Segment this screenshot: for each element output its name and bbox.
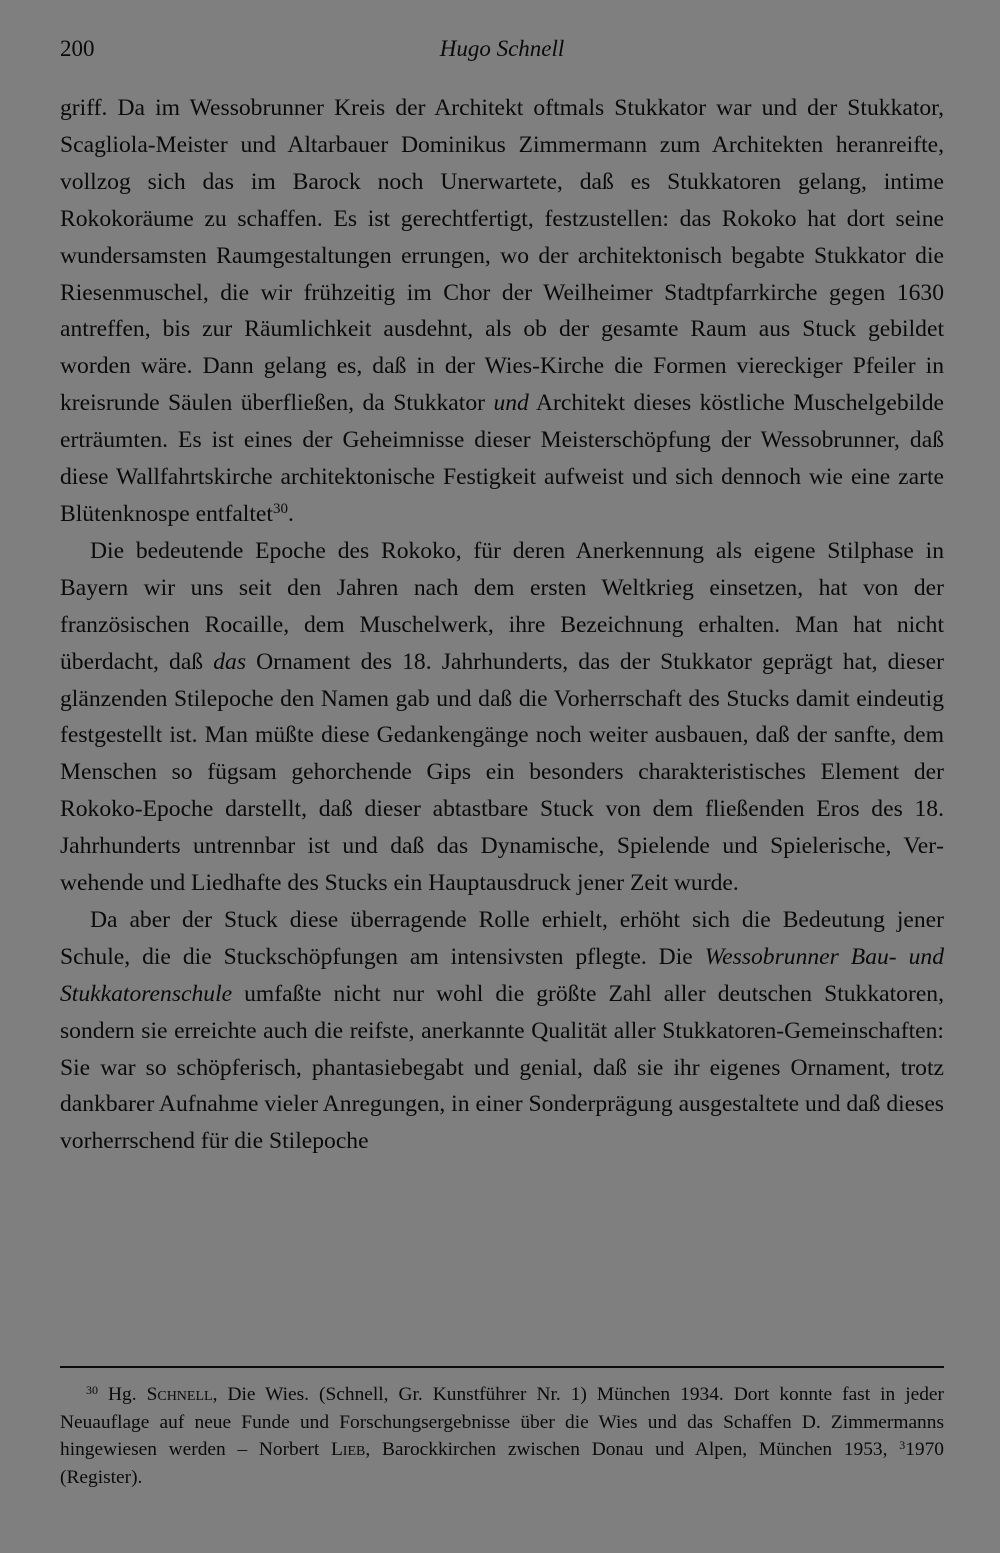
paragraph-2-text-after: Ornament des 18. Jahrhunderts, das der Stukkator geprägt hat, dieser glänzenden Stilepoche den Namen gab und daß die Vorherrschaft des Stucks damit eindeutig festgestellt ist. Man müßte diese Gedankengänge noch weiter ausbauen, daß der sanfte, dem Menschen so fügsam gehorchende Gips ein besonders charakteristisches Element der Rokoko-Epoche darstellt, daß dieser abtastbare Stuck von dem fließenden Eros des 18. Jahrhunderts untrennbar ist und daß das Dynamische, Spielende und Spielerische, Verwehende und Liedhafte des Stucks ein Hauptausdruck jener Zeit wurde. bbox=[60, 648, 945, 897]
paragraph-2-emphasis: das bbox=[213, 648, 246, 675]
footnote-text-3: , Barockkirchen zwischen Donau und Alpen, München 1953, bbox=[365, 1439, 900, 1461]
paragraph-3-text-after: umfaßte nicht nur wohl die größte Zahl aller deutschen Stukkatoren, sondern sie erreichte auch die reifste, anerkannte Qualität aller Stukkatoren-Gemeinschaften: Sie war so schöpferisch, phantasiebegabt und genial, daß sie ihr eigenes Ornament, trotz dankbarer Aufnahme vieler Anregungen, in einer Sonderprägung ausgestaltete und daß dieses vorherrschend für die Stilepoche bbox=[60, 980, 944, 1155]
footnote-edition-number: 3 bbox=[899, 1438, 906, 1453]
footnote-text-4: 1970 (Register). bbox=[60, 1439, 944, 1489]
main-text bbox=[60, 90, 944, 1160]
paragraph-3 bbox=[60, 902, 944, 1160]
footnote-author-schnell: Schnell bbox=[146, 1384, 213, 1405]
paragraph-2-text: Die bedeutende Epoche des Rokoko, für deren Anerkennung als eigene Stilphase in Bayern wir uns seit den Jahren nach dem ersten Weltkrieg einsetzen, hat von der französischen Rocaille, dem Muschelwerk, ihre Bezeichnung erhalten. Man hat nicht überdacht, daß bbox=[60, 537, 944, 675]
paragraph-3-emphasis: Wessobrunner Bau- und Stukkatorenschule bbox=[60, 943, 944, 1007]
paragraph-1-emphasis: und bbox=[493, 390, 529, 417]
paragraph-1-text-after: Architekt dieses köstliche Muschelgebilde erträumten. Es ist eines der Geheimnisse dieser Meisterschöpfung der Wessobrunner, daß diese Wallfahrtskirche architektonische Festigkeit aufweist und sich dennoch wie eine zarte Blütenknospe entfaltet bbox=[60, 390, 944, 527]
footnote-author-lieb: Lieb bbox=[330, 1439, 366, 1461]
paragraph-3-text: Da aber der Stuck diese überragende Rolle erhielt, erhöht sich die Bedeutung jener Schule, die die Stuckschöpfungen am intensivsten pflegte. Die bbox=[60, 906, 944, 970]
footnote-divider bbox=[60, 1366, 944, 1368]
footnote-30 bbox=[60, 1381, 944, 1492]
footnote-reference-30[interactable]: 30 bbox=[272, 500, 288, 517]
paragraph-1-text: griff. Da im Wessobrunner Kreis der Architekt oftmals Stukkator war und der Stukkator, Scagliola-Meister und Altarbauer Dominikus Zimmermann zum Architekten heranreifte, vollzog sich das im Barock noch Unerwartete, daß es Stukkatoren gelang, intime Rokokoräume zu schaffen. Es ist gerechtfertigt, festzustellen: das Rokoko hat dort seine wundersamsten Raumgestaltungen errungen, wo der architektonisch begabte Stukkator die Riesenmuschel, die wir frühzeitig im Chor der Weilheimer Stadtpfarrkirche gegen 1630 antreffen, bis zur Räumlichkeit ausdehnt, als ob der gesamte Raum aus Stuck gebildet worden wäre. Dann gelang es, daß in der Wies-Kirche die Formen viereckiger Pfeiler in kreisrunde Säulen überfließen, da Stukkator bbox=[60, 95, 944, 417]
running-title-author: Hugo Schnell bbox=[439, 36, 565, 61]
paragraph-1-end: . bbox=[287, 500, 294, 527]
paragraph-1 bbox=[60, 90, 944, 533]
footnotes bbox=[60, 1381, 944, 1492]
footnote-text-2: , Die Wies. (Schnell, Gr. Kunstführer Nr. 1) München 1934. Dort konnte fast in jeder Neuauflage auf neue Funde und Forschungsergebnisse über die Wies und das Schaffen D. Zimmermanns hingewiesen werden – Norbert bbox=[60, 1384, 944, 1461]
paragraph-2 bbox=[60, 533, 944, 902]
page-number: 200 bbox=[60, 36, 95, 61]
running-head bbox=[60, 36, 944, 68]
footnote-text-1: Hg. bbox=[98, 1384, 147, 1405]
footnote-number: 30 bbox=[86, 1383, 98, 1397]
